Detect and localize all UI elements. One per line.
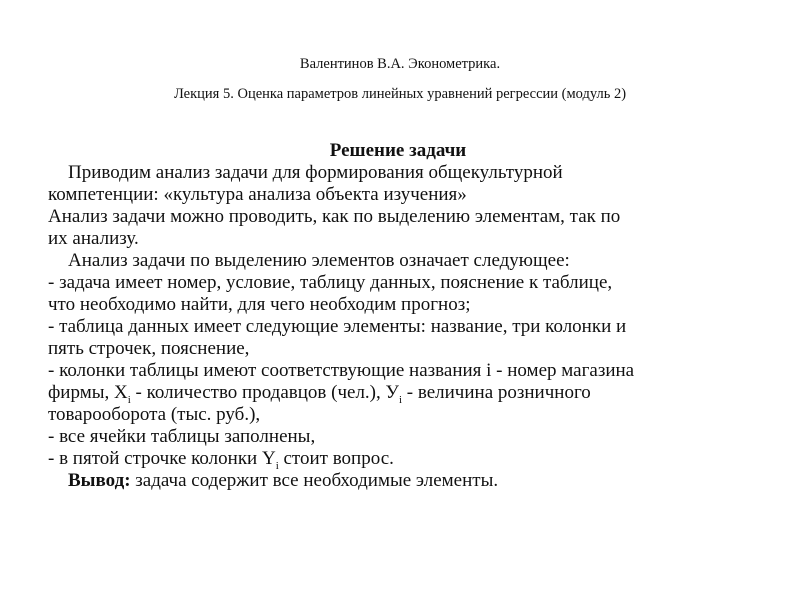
paragraph-line: что необходимо найти, для чего необходим прогноз; [48,294,471,315]
paragraph-line: компетенции: «культура анализа объекта изучения» [48,184,467,205]
subscript: i [275,460,279,472]
paragraph-line: - таблица данных имеет следующие элементы: название, три колонки и [48,316,627,337]
paragraph-line [48,448,748,470]
text: - величина розничного [402,382,591,403]
paragraph-line [48,382,748,404]
paragraph-line: пять строчек, пояснение, [48,338,250,359]
subscript: i [398,394,403,406]
paragraph-line: - все ячейки таблицы заполнены, [48,426,316,447]
paragraph-line: - колонки таблицы имеют соответствующие названия i - номер магазина [48,360,635,381]
slide-body [48,140,748,492]
text: - в пятой строчке колонки Y [48,448,276,469]
text: - количество продавцов (чел.), У [130,382,399,403]
conclusion-text: задача содержит все необходимые элементы. [130,470,499,491]
paragraph-line: Анализ задачи по выделению элементов означает следующее: [68,250,570,271]
subscript: i [127,394,131,406]
text: стоит вопрос. [278,448,394,469]
section-title: Решение задачи [329,140,467,161]
paragraph-line: Приводим анализ задачи для формирования общекультурной [68,162,563,183]
paragraph-line: - задача имеет номер, условие, таблицу данных, пояснение к таблице, [48,272,613,293]
author-line: Валентинов В.А. Эконометрика. [299,56,501,72]
lecture-line: Лекция 5. Оценка параметров линейных уравнений регрессии (модуль 2) [173,86,627,102]
paragraph-line: их анализу. [48,228,139,249]
conclusion-label: Вывод: [68,470,131,491]
text: фирмы, X [48,382,128,403]
paragraph-line: Анализ задачи можно проводить, как по выделению элементам, так по [48,206,621,227]
paragraph-line: товарооборота (тыс. руб.), [48,404,261,425]
conclusion-line [48,470,748,492]
